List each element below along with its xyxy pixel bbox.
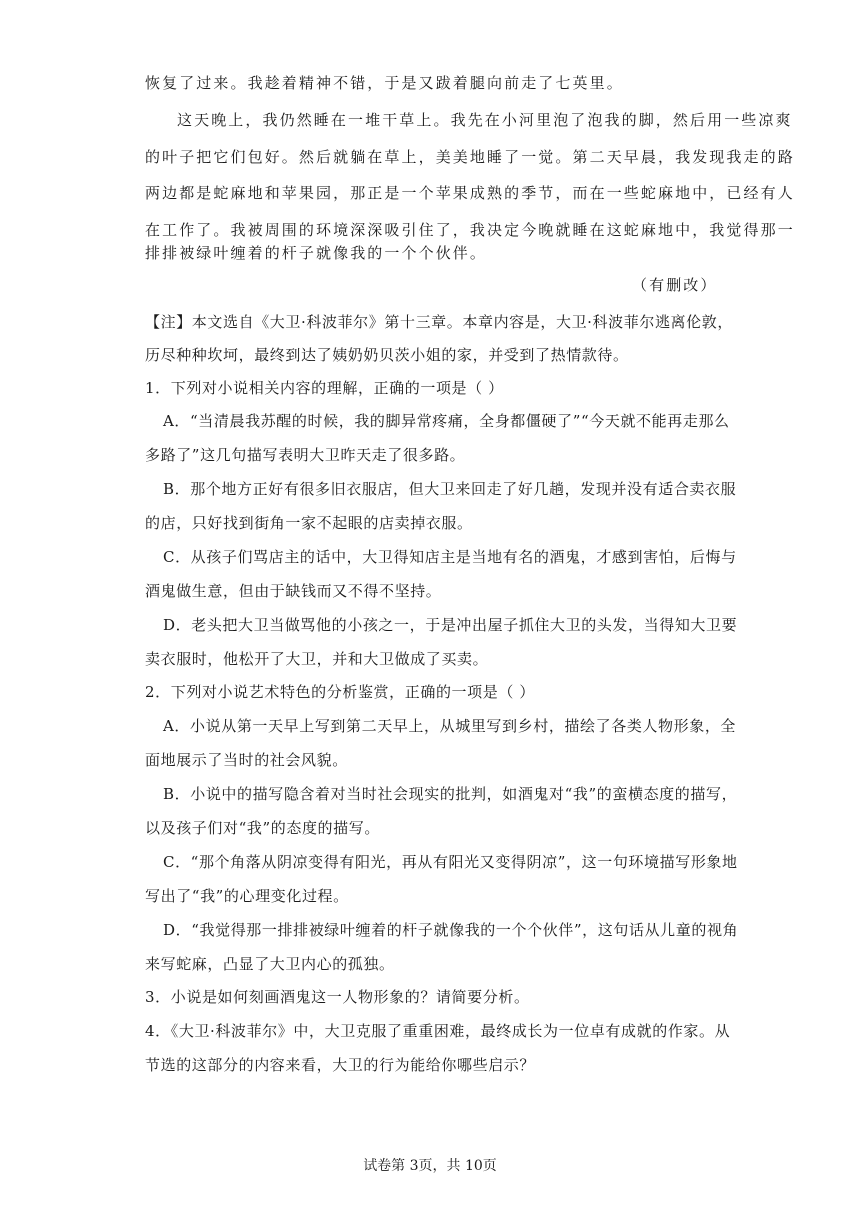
question-1-option-d: D．老头把大卫当做骂他的小孩之一，于是冲出屋子抓住大卫的头发，当得知大卫要	[163, 616, 738, 634]
passage-line: 在工作了。我被周围的环境深深吸引住了，我决定今晚就睡在这蛇麻地中，我觉得那一	[145, 221, 795, 239]
question-1-option-d-cont: 卖衣服时，他松开了大卫，并和大卫做成了买卖。	[145, 650, 489, 668]
question-4-stem: 4．《大卫·科波菲尔》中，大卫克服了重重困难，最终成长为一位卓有成就的作家。从	[145, 1022, 731, 1040]
question-2-stem: 2．下列对小说艺术特色的分析鉴赏，正确的一项是（ ）	[145, 683, 535, 701]
question-2-option-c: C．“那个角落从阴凉变得有阳光，再从有阳光又变得阴凉”，这一句环境描写形象地	[163, 853, 738, 871]
question-2-option-d-cont: 来写蛇麻，凸显了大卫内心的孤独。	[145, 955, 395, 973]
question-3-stem: 3．小说是如何刻画酒鬼这一人物形象的？请简要分析。	[145, 988, 530, 1006]
passage-line: 排排被绿叶缠着的杆子就像我的一个个伙伴。	[145, 244, 488, 262]
passage-line: 这天晚上，我仍然睡在一堆干草上。我先在小河里泡了泡我的脚，然后用一些凉爽	[177, 111, 793, 129]
question-1-option-b: B．那个地方正好有很多旧衣服店，但大卫来回走了好几趟，发现并没有适合卖衣服	[163, 480, 737, 498]
question-1-option-c: C．从孩子们骂店主的话中，大卫得知店主是当地有名的酒鬼，才感到害怕，后悔与	[163, 548, 737, 566]
question-1-option-a: A．“当清晨我苏醒的时候，我的脚异常疼痛，全身都僵硬了”“今天就不能再走那么	[163, 412, 730, 430]
passage-line: 恢复了过来。我趁着精神不错，于是又跋着腿向前走了七英里。	[145, 74, 624, 92]
page-footer: 试卷第 3页，共 10页	[363, 1158, 497, 1174]
question-2-option-b-cont: 以及孩子们对“我”的态度的描写。	[145, 819, 380, 837]
passage-line: 的叶子把它们包好。然后就躺在草上，美美地睡了一觉。第二天早晨，我发现我走的路	[145, 148, 795, 166]
question-1-option-a-cont: 多路了”这几句描写表明大卫昨天走了很多路。	[145, 446, 466, 464]
question-2-option-c-cont: 写出了“我”的心理变化过程。	[145, 887, 349, 905]
question-1-option-b-cont: 的店，只好找到街角一家不起眼的店卖掉衣服。	[145, 514, 473, 532]
question-1-stem: 1．下列对小说相关内容的理解，正确的一项是（ ）	[145, 379, 504, 397]
question-2-option-a: A．小说从第一天早上写到第二天早上，从城里写到乡村，描绘了各类人物形象，全	[163, 717, 737, 735]
question-2-option-d: D．“我觉得那一排排被绿叶缠着的杆子就像我的一个个伙伴”，这句话从儿童的视角	[163, 921, 739, 939]
note-line: 历尽种种坎坷，最终到达了姨奶奶贝茨小姐的家，并受到了热情款待。	[145, 346, 629, 364]
source-note: （有删改）	[632, 276, 718, 294]
question-2-option-a-cont: 面地展示了当时的社会风貌。	[145, 751, 348, 769]
question-4-stem-cont: 节选的这部分的内容来看，大卫的行为能给你哪些启示？	[145, 1056, 536, 1074]
note-line: 【注】本文选自《大卫·科波菲尔》第十三章。本章内容是，大卫·科波菲尔逃离伦敦，	[145, 313, 733, 331]
question-2-option-b: B．小说中的描写隐含着对当时社会现实的批判，如酒鬼对“我”的蛮横态度的描写，	[163, 785, 738, 803]
question-1-option-c-cont: 酒鬼做生意，但由于缺钱而又不得不坚持。	[145, 582, 442, 600]
passage-line: 两边都是蛇麻地和苹果园，那正是一个苹果成熟的季节，而在一些蛇麻地中，已经有人	[145, 184, 795, 202]
